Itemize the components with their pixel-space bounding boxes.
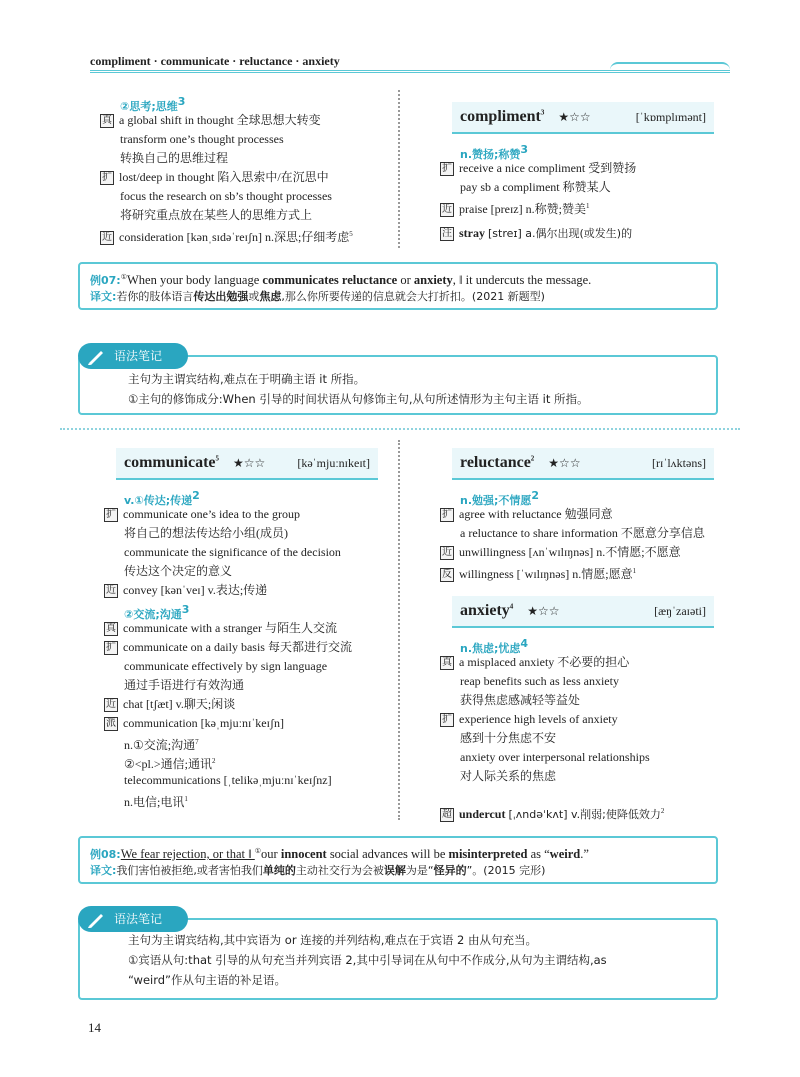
word-heading-compliment: compliment$^3$ ★☆☆ [ˈkɒmplɪmənt] bbox=[452, 102, 714, 134]
entry-line bbox=[104, 695, 394, 714]
label-tag: 近 bbox=[106, 585, 116, 597]
pen-icon bbox=[86, 346, 106, 366]
sense-heading: n.勉强;不情愿$^2$ bbox=[460, 489, 540, 507]
frequency-sup: 2 bbox=[211, 757, 216, 765]
compliment-entry bbox=[440, 140, 730, 243]
difficulty-stars: ★☆☆ bbox=[527, 603, 560, 618]
phonetic: [æŋˈzaɪəti] bbox=[654, 603, 706, 618]
word-heading-reluctance: reluctance$^2$ ★☆☆ [rɪˈlʌktəns] bbox=[452, 448, 714, 480]
entry-line bbox=[440, 159, 730, 178]
entry-text: praise [preɪz] n.称赞;赞美 bbox=[459, 202, 586, 216]
entry-line bbox=[440, 672, 730, 691]
communicate-lines-1 bbox=[104, 505, 394, 600]
entry-line bbox=[440, 748, 730, 767]
thought-entry-continued bbox=[100, 92, 390, 244]
entry-line bbox=[104, 524, 394, 543]
grammar-note-1: 语法笔记 主句为主谓宾结构,难点在于明确主语 it 所指。 ①主句的修饰成分:When 引导的时间状语从句修饰主句,从句所述情形为主句主语 it 所指。 bbox=[78, 355, 718, 415]
header-title: compliment · communicate · reluctance · anxiety bbox=[90, 54, 340, 68]
grammar-note-title: 语法笔记 bbox=[78, 343, 188, 369]
label-tag: 反 bbox=[442, 569, 452, 581]
communicate-entry bbox=[104, 486, 394, 809]
difficulty-stars: ★☆☆ bbox=[558, 109, 591, 124]
entry-line bbox=[440, 178, 730, 197]
entry-text: convey [kənˈveɪ] v.表达;传递 bbox=[123, 583, 268, 597]
entry-line bbox=[100, 111, 390, 130]
label-tag: 近 bbox=[442, 204, 452, 216]
frequency-sup: 1 bbox=[632, 567, 637, 575]
note-line: 注 stray [streɪ] a.偶尔出现(或发生)的 bbox=[442, 226, 633, 240]
entry-line bbox=[440, 197, 730, 216]
label-tag: 真 bbox=[102, 115, 112, 127]
word-heading-anxiety: anxiety$^4$ ★☆☆ [æŋˈzaɪəti] bbox=[452, 596, 714, 628]
phonetic: [kəˈmjuːnɪkeɪt] bbox=[297, 455, 370, 470]
entry-text: communicate with a stranger 与陌生人交流 bbox=[123, 621, 337, 635]
entry-line bbox=[100, 168, 390, 187]
communicate-lines-2 bbox=[104, 619, 394, 809]
label-tag: 扩 bbox=[102, 172, 112, 184]
sense-heading: n.焦虑;忧虑$^4$ bbox=[460, 637, 529, 655]
entry-line bbox=[100, 130, 390, 149]
anxiety-lines bbox=[440, 653, 730, 786]
anxiety-entry bbox=[440, 634, 730, 821]
entry-line bbox=[440, 653, 730, 672]
entry-text: experience high levels of anxiety bbox=[459, 712, 618, 726]
frequency-sup: 7 bbox=[195, 738, 199, 746]
entry-text: 感到十分焦虑不安 bbox=[460, 731, 557, 745]
example-08: 例08:We fear rejection, or that ‖ ①our innocent social advances will be misinterpreted as “weird.” 译文:我们害怕被拒绝,或者害怕我们单纯的主动社交行为会被误解为是“怪异的”。(2015 完形) bbox=[78, 836, 718, 884]
entry-text: pay sb a compliment 称赞某人 bbox=[460, 180, 611, 194]
reluctance-lines bbox=[440, 505, 730, 581]
entry-text: transform one’s thought processes bbox=[120, 132, 284, 146]
label-tag: 真 bbox=[442, 657, 452, 669]
label-tag: 真 bbox=[106, 623, 116, 635]
entry-text: willingness [ˈwɪlɪŋnəs] n.情愿;愿意 bbox=[459, 567, 633, 581]
header-rule bbox=[90, 70, 730, 73]
entry-line bbox=[104, 638, 394, 657]
entry-text: 获得焦虑感减轻等益处 bbox=[460, 693, 581, 707]
pen-icon bbox=[86, 909, 106, 929]
word-heading-communicate: communicate$^5$ ★☆☆ [kəˈmjuːnɪkeɪt] bbox=[116, 448, 378, 480]
entry-text: n.电信;电讯 bbox=[124, 795, 185, 809]
entry-line bbox=[440, 767, 730, 786]
entry-text: consideration [kənˌsɪdəˈreɪʃn] n.深思;仔细考虑 bbox=[119, 230, 350, 244]
thought-lines bbox=[100, 111, 390, 244]
label-tag: 近 bbox=[442, 547, 452, 559]
entry-line bbox=[104, 657, 394, 676]
entry-line bbox=[440, 710, 730, 729]
entry-text: 转换自己的思维过程 bbox=[120, 151, 229, 165]
entry-text: a misplaced anxiety 不必要的担心 bbox=[459, 655, 630, 669]
entry-line bbox=[104, 562, 394, 581]
entry-line bbox=[440, 505, 730, 524]
column-divider bbox=[398, 90, 406, 248]
entry-text: communicate effectively by sign language bbox=[124, 659, 328, 673]
entry-text: communication [kəˌmjuːnɪˈkeɪʃn] bbox=[123, 716, 284, 730]
entry-line bbox=[100, 225, 390, 244]
frequency-sup: 1 bbox=[585, 202, 590, 210]
frequency-sup: 1 bbox=[184, 795, 188, 803]
sense-heading: ②交流;沟通$^3$ bbox=[124, 603, 190, 621]
entry-text: 通过手语进行有效沟通 bbox=[124, 678, 245, 692]
example-07: 例07:①When your body language communicates reluctance or anxiety, ‖ it undercuts the message. 译文:若你的肢体语言传达出勉强或焦虑,那么你所要传递的信息就会大打折扣。(2021 新题型) bbox=[78, 262, 718, 310]
difficulty-stars: ★☆☆ bbox=[548, 455, 581, 470]
entry-line bbox=[104, 581, 394, 600]
entry-text: n.①交流;沟通 bbox=[124, 738, 196, 752]
sense-heading: n.赞扬;称赞$^3$ bbox=[460, 143, 529, 161]
difficulty-stars: ★☆☆ bbox=[233, 455, 266, 470]
entry-line bbox=[100, 149, 390, 168]
entry-text: anxiety over interpersonal relationships bbox=[460, 750, 650, 764]
entry-line bbox=[440, 729, 730, 748]
reluctance-entry bbox=[440, 486, 730, 581]
label-tag: 派 bbox=[106, 718, 116, 730]
entry-line bbox=[104, 752, 394, 771]
frequency-sup: 5 bbox=[349, 230, 353, 238]
entry-text: lost/deep in thought 陷入思索中/在沉思中 bbox=[119, 170, 329, 184]
entry-line bbox=[440, 691, 730, 710]
entry-text: 对人际关系的焦虑 bbox=[460, 769, 557, 783]
sense-heading: v.①传达;传递$^2$ bbox=[124, 489, 200, 507]
grammar-note-title: 语法笔记 bbox=[78, 906, 188, 932]
sense-heading: ②思考;思维$^3$ bbox=[120, 95, 186, 113]
entry-text: a reluctance to share information 不愿意分享信息 bbox=[460, 526, 705, 540]
entry-line bbox=[104, 676, 394, 695]
label-tag: 扩 bbox=[442, 163, 452, 175]
phonetic: [rɪˈlʌktəns] bbox=[652, 455, 706, 470]
entry-text: chat [tʃæt] v.聊天;闲谈 bbox=[123, 697, 236, 711]
entry-line bbox=[440, 562, 730, 581]
phonetic: [ˈkɒmplɪmənt] bbox=[635, 109, 706, 124]
compliment-lines bbox=[440, 159, 730, 216]
grammar-note-2: 语法笔记 主句为主谓宾结构,其中宾语为 or 连接的并列结构,难点在于宾语 2 由从句充当。 ①宾语从句:that 引导的从句充当并列宾语 2,其中引导词在从句中不作成分,从句为主谓结构,as “weird”作从句主语的补足语。 bbox=[78, 918, 718, 1000]
page-number: 14 bbox=[88, 1020, 101, 1035]
column-divider bbox=[398, 440, 406, 820]
running-header bbox=[90, 42, 730, 72]
label-tag: 近 bbox=[106, 699, 116, 711]
entry-line bbox=[440, 543, 730, 562]
label-tag: 扩 bbox=[106, 642, 116, 654]
entry-line bbox=[104, 771, 394, 790]
entry-line bbox=[104, 733, 394, 752]
entry-text: receive a nice compliment 受到赞扬 bbox=[459, 161, 637, 175]
entry-text: agree with reluctance 勉强同意 bbox=[459, 507, 613, 521]
entry-line bbox=[100, 206, 390, 225]
entry-text: unwillingness [ʌnˈwɪlɪŋnəs] n.不情愿;不愿意 bbox=[459, 545, 681, 559]
entry-line bbox=[104, 790, 394, 809]
entry-text: ②<pl.>通信;通讯 bbox=[124, 757, 212, 771]
entry-text: communicate the significance of the decision bbox=[124, 545, 341, 559]
label-tag: 扩 bbox=[442, 509, 452, 521]
entry-text: 将自己的想法传达给小组(成员) bbox=[124, 526, 288, 540]
entry-text: communicate on a daily basis 每天都进行交流 bbox=[123, 640, 352, 654]
entry-line bbox=[440, 524, 730, 543]
section-divider bbox=[60, 428, 740, 430]
entry-text: focus the research on sb’s thought processes bbox=[120, 189, 332, 203]
entry-text: 将研究重点放在某些人的思维方式上 bbox=[120, 208, 313, 222]
note-line: 超 undercut [ˌʌndəˈkʌt] v.削弱;使降低效力$^2$ bbox=[442, 807, 665, 821]
entry-text: a global shift in thought 全球思想大转变 bbox=[119, 113, 321, 127]
label-tag: 扩 bbox=[442, 714, 452, 726]
entry-text: reap benefits such as less anxiety bbox=[460, 674, 619, 688]
entry-line bbox=[104, 543, 394, 562]
label-tag: 扩 bbox=[106, 509, 116, 521]
entry-line bbox=[104, 505, 394, 524]
entry-line bbox=[104, 714, 394, 733]
entry-line bbox=[104, 619, 394, 638]
label-tag: 近 bbox=[102, 232, 112, 244]
entry-text: 传达这个决定的意义 bbox=[124, 564, 233, 578]
entry-text: telecommunications [ˌtelikəˌmjuːnɪˈkeɪʃnz] bbox=[124, 773, 332, 787]
entry-text: communicate one’s idea to the group bbox=[123, 507, 300, 521]
entry-line bbox=[100, 187, 390, 206]
